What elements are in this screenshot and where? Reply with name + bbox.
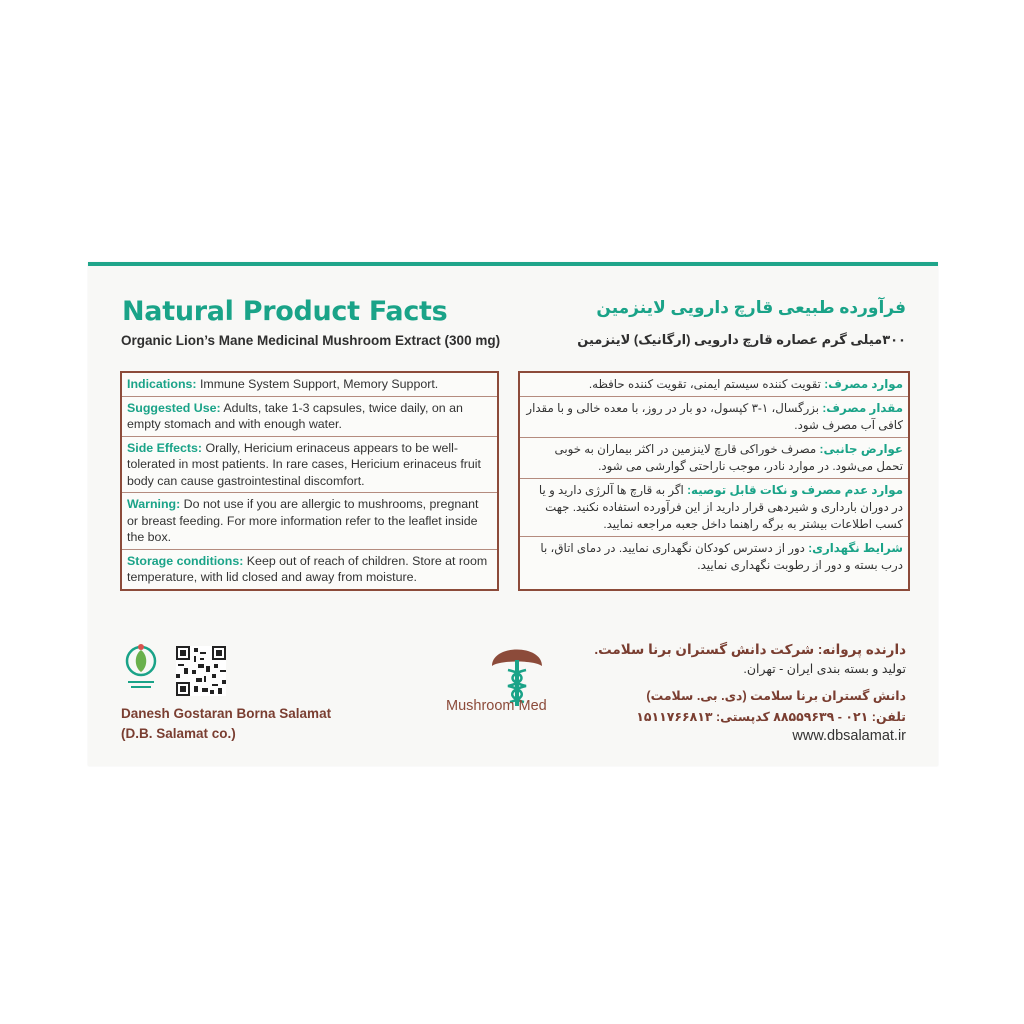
company-short-name: (D.B. Salamat co.) <box>121 726 236 741</box>
storage-row <box>122 550 497 589</box>
company-name-english <box>121 704 331 744</box>
row-label: عوارض جانبی: <box>819 442 903 456</box>
persian-company-info <box>594 642 906 724</box>
row-text: Adults, take 1-3 capsules, twice daily, on an empty stomach and with enough water. <box>127 400 463 431</box>
row-text: Orally, Hericium erinaceus appears to be well-tolerated in most patients. In rare cases, Hericium erinaceus fruit body can cause gastrointestinal discomfort. <box>127 440 481 488</box>
english-subtitle: Organic Lion’s Mane Medicinal Mushroom Extract (300 mg) <box>121 333 501 348</box>
warning-row <box>122 493 497 550</box>
persian-facts-table <box>518 371 910 591</box>
fa-dosage-row <box>520 397 908 438</box>
product-facts-panel <box>88 262 938 766</box>
row-text: Immune System Support, Memory Support. <box>196 377 439 391</box>
row-label: Indications: <box>127 377 197 391</box>
fa-side-effects-row <box>520 438 908 479</box>
indications-row <box>122 373 497 397</box>
row-label: شرایط نگهداری: <box>808 541 903 555</box>
fa-warning-row <box>520 479 908 537</box>
fa-indications-row <box>520 373 908 397</box>
website-link[interactable]: www.dbsalamat.ir <box>792 728 906 744</box>
row-label: Storage conditions: <box>127 553 244 568</box>
row-text: تقویت کننده سیستم ایمنی، تقویت کننده حافظه. <box>588 377 825 391</box>
company-logo-icon <box>120 641 162 693</box>
license-holder: دارنده پروانه: شرکت دانش گستران برنا سلامت. <box>594 642 906 657</box>
made-in: تولید و بسته بندی ایران - تهران. <box>743 662 906 676</box>
row-label: Suggested Use: <box>127 400 221 415</box>
row-label: Warning: <box>127 497 181 511</box>
english-facts-table <box>120 371 499 591</box>
persian-title: فرآورده طبیعی قارچ دارویی لاینزمین <box>596 298 906 317</box>
row-text: Keep out of reach of children. Store at room temperature, with lid closed and away from moisture. <box>127 553 488 584</box>
row-label: Side Effects: <box>127 440 203 455</box>
row-label: مقدار مصرف: <box>822 401 903 415</box>
row-text: Do not use if you are allergic to mushrooms, pregnant or breast feeding. For more information refer to the leaflet inside the box. <box>127 497 479 544</box>
brand-name: Mushroom Med <box>446 698 547 714</box>
qr-code-icon <box>176 646 226 696</box>
contact-info: تلفن: ۰۲۱ - ۸۸۵۵۹۶۳۹ کدپستی: ۱۵۱۱۷۶۶۸۱۳ <box>636 710 906 724</box>
row-text: بزرگسال، ۱-۳ کپسول، دو بار در روز، با معده خالی و با مقدار کافی آب مصرف شود. <box>526 401 903 432</box>
company-name-line: Danesh Gostaran Borna Salamat <box>121 706 332 721</box>
english-title: Natural Product Facts <box>122 296 448 327</box>
row-text: مصرف خوراکی قارچ لاینزمین در اکثر بیماران به خوبی تحمل می‌شود. در موارد نادر، موجب ناراحتی گوارشی می شود. <box>554 442 903 473</box>
suggested-use-row <box>122 397 497 437</box>
fa-storage-row <box>520 537 908 577</box>
row-label: موارد مصرف: <box>824 377 903 391</box>
row-label: موارد عدم مصرف و نکات قابل توصیه: <box>687 483 903 497</box>
persian-subtitle: ۳۰۰میلی گرم عصاره قارچ دارویی (ارگانیک) لاینزمین <box>577 332 906 347</box>
row-text: دور از دسترس کودکان نگهداری نمایید. در دمای اتاق، با درب بسته و دور از رطوبت نگهداری نمایید. <box>540 541 903 572</box>
row-text: اگر به قارچ ها آلرژی دارید و یا در دوران بارداری و شیردهی قرار دارید از این فرآورده استفاده نکنید. جهت کسب اطلاعات بیشتر به برگه راهنما داخل جعبه مراجعه نمایید. <box>538 483 903 531</box>
company-name-persian: دانش گستران برنا سلامت (دی. بی. سلامت) <box>646 689 906 703</box>
side-effects-row <box>122 437 497 494</box>
